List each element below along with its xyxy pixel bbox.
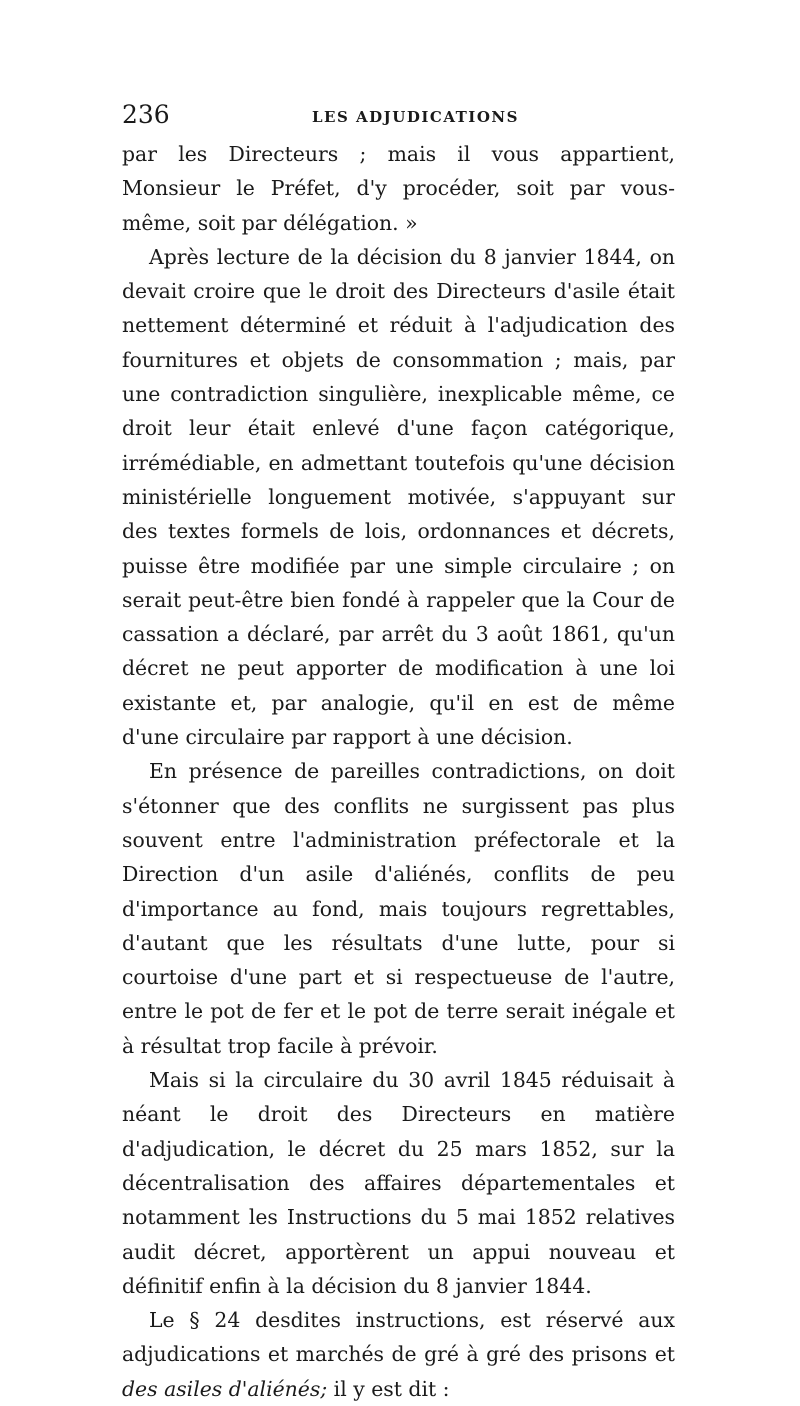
paragraph-text-before: Le § 24 desdites instructions, est réservé aux adjudications et marchés de gré à gré des prisons et	[122, 1308, 675, 1367]
paragraph: Mais si la circulaire du 30 avril 1845 réduisait à néant le droit des Directeurs en matière d'adjudication, le décret du 25 mars 1852, sur la décentralisation des affaires départementales et notamment les Instructions du 5 mai 1852 relatives audit décret, apportèrent un appui nouveau et définitif enfin à la décision du 8 janvier 1844.	[122, 1068, 675, 1298]
italic-phrase: des asiles d'aliénés;	[122, 1376, 328, 1401]
body-text	[122, 137, 675, 1406]
running-title: LES ADJUDICATIONS	[312, 108, 519, 126]
paragraph-text-after: il y est dit :	[327, 1376, 450, 1401]
paragraph: Après lecture de la décision du 8 janvier 1844, on devait croire que le droit des Directeurs d'asile était nettement déterminé et réduit à l'adjudication des fournitures et objets de consommation ; mais, par une contradiction singulière, inexplicable même, ce droit leur était enlevé d'une façon catégorique, irrémédiable, en admettant toutefois qu'une décision ministérielle longuement motivée, s'appuyant sur des textes formels de lois, ordonnances et décrets, puisse être modifiée par une simple circulaire ; on serait peut-être bien fondé à rappeler que la Cour de cassation a déclaré, par arrêt du 3 août 1861, qu'un décret ne peut apporter de modification à une loi existante et, par analogie, qu'il en est de même d'une circulaire par rapport à une décision.	[122, 244, 675, 750]
paragraph-final	[122, 1303, 675, 1406]
paragraph: En présence de pareilles contradictions, on doit s'étonner que des conflits ne surgissent pas plus souvent entre l'administration préfectorale et la Direction d'un asile d'aliénés, conflits de peu d'importance au fond, mais toujours regrettables, d'autant que les résultats d'une lutte, pour si courtoise d'une part et si respectueuse de l'autre, entre le pot de fer et le pot de terre serait inégale et à résultat trop facile à prévoir.	[122, 759, 675, 1058]
paragraph-continuation: par les Directeurs ; mais il vous appartient, Monsieur le Préfet, d'y procéder, soit par vous-même, soit par délégation. »	[122, 142, 675, 235]
page-number: 236	[122, 100, 170, 129]
page-header	[122, 98, 675, 132]
